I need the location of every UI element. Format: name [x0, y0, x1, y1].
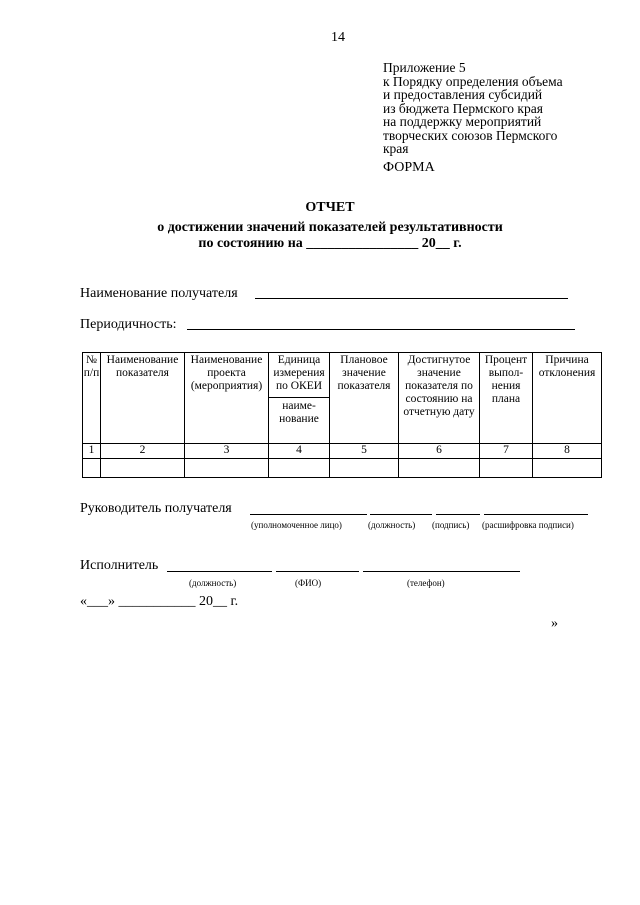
- form-label: ФОРМА: [383, 160, 435, 175]
- table-cell[interactable]: [399, 459, 480, 478]
- header-cell: Наименование показателя: [101, 353, 185, 444]
- head-position-line[interactable]: [370, 514, 432, 515]
- table-cell[interactable]: [330, 459, 399, 478]
- caption-decoding: (расшифровка подписи): [482, 520, 574, 530]
- header-cell-unit: [269, 353, 330, 444]
- head-label: Руководитель получателя: [80, 501, 232, 516]
- report-date-line: по состоянию на ________________ 20__ г.: [198, 236, 462, 251]
- column-number: 1: [83, 444, 101, 459]
- caption-executor-fio: (ФИО): [295, 578, 322, 588]
- executor-phone-line[interactable]: [363, 571, 520, 572]
- appendix-line: к Порядку определения объема: [383, 73, 563, 89]
- table-cell[interactable]: [269, 459, 330, 478]
- recipient-label: Наименование получателя: [80, 286, 238, 301]
- appendix-line: и предоставления субсидий: [383, 87, 543, 102]
- column-number: 4: [269, 444, 330, 459]
- appendix-line: края: [383, 141, 409, 156]
- caption-authorized: (уполномоченное лицо): [251, 520, 342, 530]
- unit-name-subheader: наиме-нование: [269, 397, 329, 426]
- page-number: 14: [331, 30, 345, 45]
- table-cell[interactable]: [185, 459, 269, 478]
- head-decoding-line[interactable]: [484, 514, 588, 515]
- header-cell: Причина отклонения: [533, 353, 602, 444]
- report-title: ОТЧЕТ: [305, 200, 355, 215]
- column-number: 7: [480, 444, 533, 459]
- unit-header: Единица измерения по ОКЕИ: [273, 354, 325, 392]
- column-number: 3: [185, 444, 269, 459]
- executor-fio-line[interactable]: [276, 571, 359, 572]
- table-cell[interactable]: [101, 459, 185, 478]
- table-cell[interactable]: [83, 459, 101, 478]
- table-cell[interactable]: [533, 459, 602, 478]
- caption-executor-position: (должность): [189, 578, 237, 588]
- head-authorized-line[interactable]: [250, 514, 367, 515]
- periodicity-label: Периодичность:: [80, 317, 177, 332]
- caption-signature: (подпись): [432, 520, 470, 530]
- report-subtitle: о достижении значений показателей результативности: [157, 220, 503, 235]
- header-cell: Наименование проекта (мероприятия): [185, 353, 269, 444]
- column-number: 6: [399, 444, 480, 459]
- appendix-block: [383, 61, 563, 156]
- appendix-line: на поддержку мероприятий: [383, 114, 542, 129]
- caption-position: (должность): [368, 520, 416, 530]
- periodicity-field-line[interactable]: [187, 329, 575, 330]
- column-number: 8: [533, 444, 602, 459]
- table-header-row: [83, 353, 602, 444]
- header-cell: № п/п: [83, 353, 101, 444]
- recipient-field-line[interactable]: [255, 298, 568, 299]
- executor-label: Исполнитель: [80, 558, 159, 573]
- column-number: 2: [101, 444, 185, 459]
- appendix-line: творческих союзов Пермского: [383, 127, 558, 143]
- header-cell: Достигнутое значение показателя по состоянию на отчетную дату: [399, 353, 480, 444]
- table-cell[interactable]: [480, 459, 533, 478]
- table-row: [83, 459, 602, 478]
- appendix-line: из бюджета Пермского края: [383, 100, 543, 116]
- caption-executor-phone: (телефон): [407, 578, 445, 588]
- header-cell: Процент выпол-нения плана: [480, 353, 533, 444]
- table-number-row: [83, 444, 602, 459]
- report-table: [82, 352, 602, 478]
- executor-position-line[interactable]: [167, 571, 272, 572]
- header-cell: Плановое значение показателя: [330, 353, 399, 444]
- head-signature-line[interactable]: [436, 514, 480, 515]
- appendix-line: Приложение 5: [383, 60, 466, 75]
- column-number: 5: [330, 444, 399, 459]
- date-line: «___» ___________ 20__ г.: [80, 594, 239, 609]
- closing-quote: »: [551, 616, 558, 631]
